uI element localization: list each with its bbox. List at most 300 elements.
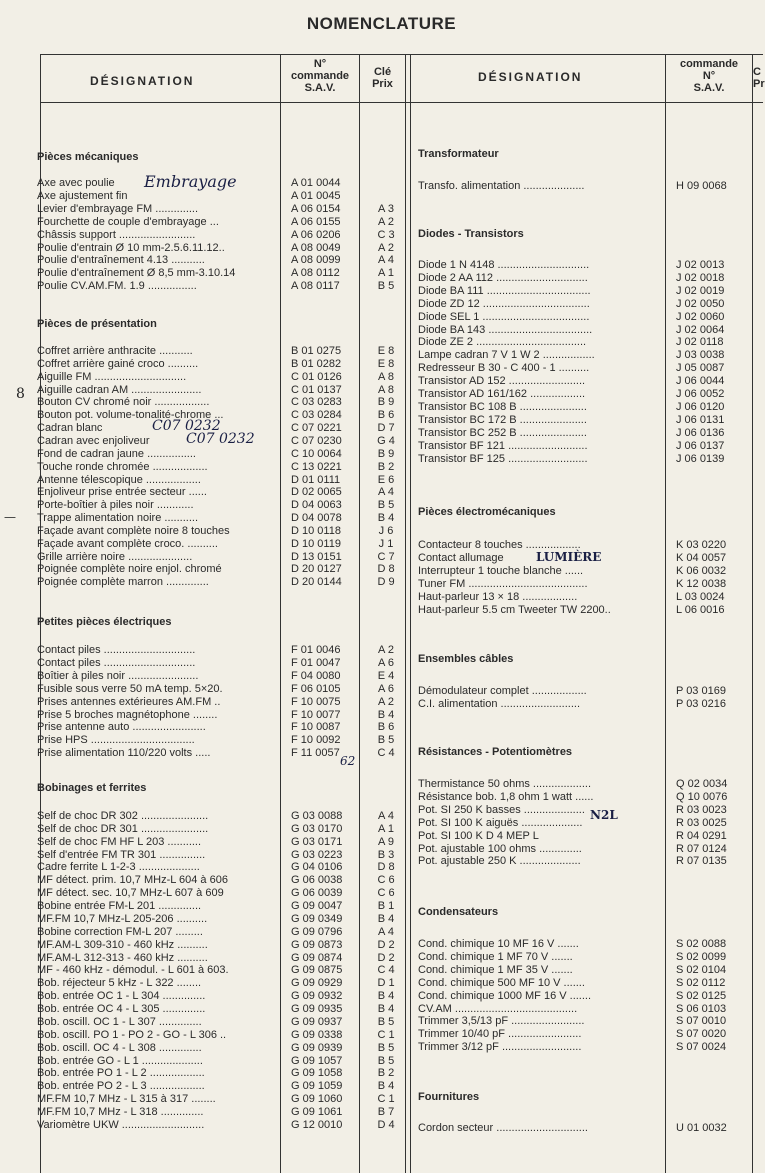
price-key-cell: J 1 xyxy=(378,537,394,550)
handwritten-n2l: N2L xyxy=(590,808,618,822)
designation-cell: Self de choc FM HF L 203 ........... xyxy=(37,835,202,848)
designation-cell: Axe avec poulie xyxy=(37,177,115,189)
command-number-cell: G 09 0929 xyxy=(291,977,343,990)
designation-cell: Aiguille FM .............................. xyxy=(37,370,187,383)
designation-cell: Thermistance 50 ohms ................... xyxy=(418,778,592,790)
designation-cell: Poulie d'entrain Ø 10 mm-2.5.6.11.12.. xyxy=(37,241,225,254)
price-key-cell: B 4 xyxy=(377,1080,395,1093)
price-key-cell: D 2 xyxy=(377,938,395,951)
command-number-cell: F 01 0046 xyxy=(291,644,341,656)
designation-cell: Lampe cadran 7 V 1 W 2 ................. xyxy=(418,349,595,362)
command-number-cell: A 01 0045 xyxy=(291,189,341,202)
command-number-cell: L 03 0024 xyxy=(676,590,725,603)
designation-cell: Touche ronde chromée .................. xyxy=(37,460,208,473)
price-key-cell: G 4 xyxy=(377,434,395,447)
command-number-cell: J 06 0137 xyxy=(676,439,725,452)
section-title: Fournitures xyxy=(418,1091,480,1103)
designation-cell: Transistor BF 121 .......................... xyxy=(418,439,588,452)
designation-cell: Bob. oscill. PO 1 - PO 2 - GO - L 306 .. xyxy=(37,1028,227,1041)
price-key-cell: B 1 xyxy=(377,900,395,913)
price-key-cell: A 4 xyxy=(378,486,394,499)
price-key-cell: D 7 xyxy=(377,422,395,435)
col-divider-right-key xyxy=(752,54,753,1173)
command-number-cell: J 02 0064 xyxy=(676,323,725,336)
designation-cell: Pot. ajustable 100 ohms .............. xyxy=(418,842,582,855)
price-key-cell: A 6 xyxy=(378,656,394,669)
designation-cell: MF.AM-L 312-313 - 460 kHz .......... xyxy=(37,951,208,964)
designation-cell: Fusible sous verre 50 mA temp. 5×20. xyxy=(37,682,223,695)
command-number-cell: C 01 0137 xyxy=(291,383,342,396)
price-key-cell: C 6 xyxy=(377,874,395,887)
designation-cell: Trappe alimentation noire ........... xyxy=(37,512,199,525)
command-number-cell: F 10 0092 xyxy=(291,734,341,747)
command-number-cell: G 09 1059 xyxy=(291,1080,343,1093)
command-number-cell: J 05 0087 xyxy=(676,362,725,375)
command-number-cell: A 08 0049 xyxy=(291,241,341,254)
command-number-cell: J 03 0038 xyxy=(676,349,725,362)
header-designation-right: DÉSIGNATION xyxy=(478,70,583,84)
section-title: Diodes - Transistors xyxy=(418,228,524,240)
price-key-cell: C 4 xyxy=(377,747,395,760)
handwritten-embrayage: Embrayage xyxy=(144,172,237,191)
price-key-cell: A 8 xyxy=(378,383,394,396)
price-key-cell: B 9 xyxy=(377,447,395,460)
handwritten-lumiere: LUMIÈRE xyxy=(536,550,602,564)
section-title: Pièces de présentation xyxy=(37,318,157,330)
designation-cell: Diode BA 111 .................................. xyxy=(418,284,591,297)
command-number-cell: D 04 0078 xyxy=(291,512,342,525)
header-designation-left: DÉSIGNATION xyxy=(90,74,195,88)
designation-cell: Fond de cadran jaune ................ xyxy=(37,447,196,460)
price-key-cell: C 1 xyxy=(377,1028,395,1041)
designation-cell: Bob. entrée GO - L 1 .................... xyxy=(37,1054,203,1067)
margin-mark-8: 8 xyxy=(16,386,25,402)
designation-cell: Poignée complète marron .............. xyxy=(37,576,209,589)
command-number-cell: F 10 0087 xyxy=(291,721,341,734)
command-number-cell: D 10 0119 xyxy=(291,537,341,550)
command-number-cell: P 03 0169 xyxy=(676,685,726,697)
designation-cell: Cadran blanc xyxy=(37,422,103,435)
command-number-cell: F 10 0077 xyxy=(291,708,341,721)
price-key-cell: B 3 xyxy=(377,848,395,861)
price-key-cell: A 4 xyxy=(378,810,394,822)
col-divider-cmd xyxy=(280,54,281,1173)
designation-cell: Contact piles .............................. xyxy=(37,656,196,669)
designation-cell: Bobine correction FM-L 207 ......... xyxy=(37,925,203,938)
designation-cell: Prise antenne auto ........................ xyxy=(37,721,206,734)
command-number-cell: G 09 1057 xyxy=(291,1054,343,1067)
price-key-cell: B 5 xyxy=(377,280,395,293)
command-number-cell: B 01 0275 xyxy=(291,345,342,357)
command-number-cell: G 03 0223 xyxy=(291,848,343,861)
command-number-cell: U 01 0032 xyxy=(676,1122,727,1134)
designation-cell: Trimmer 3,5/13 pF ........................ xyxy=(418,1015,585,1028)
price-key-cell: B 4 xyxy=(377,512,395,525)
designation-cell: Interrupteur 1 touche blanche ...... xyxy=(418,564,584,577)
designation-cell: Bob. entrée OC 4 - L 305 .............. xyxy=(37,1003,206,1016)
col-divider-right-cmd xyxy=(665,54,666,1173)
command-number-cell: G 09 0047 xyxy=(291,900,343,913)
designation-cell: Cadran avec enjoliveur xyxy=(37,434,150,447)
designation-cell: Cond. chimique 1000 MF 16 V ....... xyxy=(418,989,592,1002)
designation-cell: Aiguille cadran AM ....................... xyxy=(37,383,202,396)
section-title: Transformateur xyxy=(418,148,499,160)
designation-cell: Fourchette de couple d'embrayage ... xyxy=(37,215,219,228)
command-number-cell: A 06 0155 xyxy=(291,215,341,228)
command-number-cell: S 02 0125 xyxy=(676,989,727,1002)
command-number-cell: G 03 0171 xyxy=(291,835,343,848)
designation-cell: Coffret arrière anthracite ........... xyxy=(37,345,193,357)
command-number-cell: G 09 0349 xyxy=(291,912,343,925)
price-key-cell: B 5 xyxy=(377,1015,395,1028)
price-key-cell: A 8 xyxy=(378,370,394,383)
designation-cell: CV.AM ........................................ xyxy=(418,1002,578,1015)
price-key-cell: B 4 xyxy=(377,990,395,1003)
command-number-cell: S 07 0010 xyxy=(676,1015,727,1028)
command-number-cell: G 09 0796 xyxy=(291,925,343,938)
command-number-cell: K 03 0220 xyxy=(676,539,727,551)
price-key-cell: C 6 xyxy=(377,887,395,900)
designation-cell: Diode 1 N 4148 .............................. xyxy=(418,259,590,271)
price-key-cell: B 5 xyxy=(377,499,395,512)
header-cmd-right: commande N° S.A.V. xyxy=(679,58,739,94)
designation-cell: Prise 5 broches magnétophone ........ xyxy=(37,708,218,721)
col-divider-middle xyxy=(405,54,406,1173)
designation-cell: Bobine entrée FM-L 201 .............. xyxy=(37,900,202,913)
price-key-cell: D 2 xyxy=(377,951,395,964)
designation-cell: Haut-parleur 13 × 18 .................. xyxy=(418,590,578,603)
header-key-left: Clé Prix xyxy=(372,66,393,90)
command-number-cell: R 03 0023 xyxy=(676,803,727,816)
designation-cell: Prises antennes extérieures AM.FM .. xyxy=(37,695,221,708)
price-key-cell: B 2 xyxy=(377,1067,395,1080)
designation-cell: Prise alimentation 110/220 volts ..... xyxy=(37,747,211,760)
designation-cell: Cadre ferrite L 1-2-3 .................... xyxy=(37,861,200,874)
designation-cell: Poulie d'entraînement Ø 8,5 mm-3.10.14 xyxy=(37,267,236,280)
command-number-cell: A 08 0099 xyxy=(291,254,341,267)
designation-cell: Trimmer 3/12 pF .......................... xyxy=(418,1041,582,1054)
price-key-cell: A 2 xyxy=(378,695,394,708)
price-key-cell: B 2 xyxy=(377,460,395,473)
command-number-cell: H 09 0068 xyxy=(676,180,727,192)
col-divider-middle-2 xyxy=(410,54,411,1173)
designation-cell: Self d'entrée FM TR 301 ............... xyxy=(37,848,206,861)
price-key-cell: B 5 xyxy=(377,1041,395,1054)
command-number-cell: S 06 0103 xyxy=(676,1002,727,1015)
command-number-cell: F 04 0080 xyxy=(291,669,341,682)
command-number-cell: G 09 1058 xyxy=(291,1067,343,1080)
price-key-cell: B 4 xyxy=(377,708,395,721)
designation-cell: MF.FM 10,7 MHz - L 315 à 317 ........ xyxy=(37,1093,216,1106)
command-number-cell: G 09 0939 xyxy=(291,1041,343,1054)
designation-cell: MF - 460 kHz - démodul. - L 601 à 603. xyxy=(37,964,229,977)
designation-cell: Diode SEL 1 ................................... xyxy=(418,310,590,323)
command-number-cell: B 01 0282 xyxy=(291,357,342,370)
command-number-cell: G 09 0873 xyxy=(291,938,343,951)
command-number-cell: J 02 0019 xyxy=(676,284,725,297)
price-key-cell: A 1 xyxy=(378,267,394,280)
command-number-cell: A 08 0112 xyxy=(291,267,340,280)
designation-cell: Diode BA 143 .................................. xyxy=(418,323,593,336)
designation-cell: Diode ZD 12 ................................... xyxy=(418,297,590,310)
command-number-cell: J 06 0131 xyxy=(676,413,725,426)
price-key-cell: B 4 xyxy=(377,1003,395,1016)
price-key-cell: E 6 xyxy=(377,473,395,486)
command-number-cell: D 01 0111 xyxy=(291,473,341,486)
designation-cell: Boîtier à piles noir ....................... xyxy=(37,669,199,682)
section-title: Petites pièces électriques xyxy=(37,616,172,628)
designation-cell: Contact piles .............................. xyxy=(37,644,196,656)
col-divider-key xyxy=(359,54,360,1173)
designation-cell: Bob. oscill. OC 1 - L 307 .............. xyxy=(37,1015,202,1028)
command-number-cell: J 06 0139 xyxy=(676,452,725,465)
designation-cell: Porte-boîtier à piles noir ............ xyxy=(37,499,194,512)
command-number-cell: G 04 0106 xyxy=(291,861,343,874)
command-number-cell: C 13 0221 xyxy=(291,460,342,473)
price-key-cell: E 4 xyxy=(377,669,395,682)
designation-cell: Bob. entrée PO 1 - L 2 .................. xyxy=(37,1067,205,1080)
command-number-cell: G 09 0932 xyxy=(291,990,343,1003)
command-number-cell: C 01 0126 xyxy=(291,370,342,383)
command-number-cell: A 08 0117 xyxy=(291,280,340,293)
header-cmd-left: N° commande S.A.V. xyxy=(290,58,350,94)
designation-cell: Diode ZE 2 .................................... xyxy=(418,336,587,349)
command-number-cell: S 02 0112 xyxy=(676,976,726,989)
command-number-cell: D 20 0144 xyxy=(291,576,342,589)
command-number-cell: G 06 0039 xyxy=(291,887,343,900)
section-title: Résistances - Potentiomètres xyxy=(418,746,573,758)
header-rule xyxy=(40,102,763,103)
designation-cell: MF.FM 10,7 MHz-L 205-206 .......... xyxy=(37,912,208,925)
designation-cell: Bob. entrée OC 1 - L 304 .............. xyxy=(37,990,206,1003)
designation-cell: Tuner FM ....................................... xyxy=(418,577,588,590)
price-key-cell: E 8 xyxy=(377,345,395,357)
designation-cell: Levier d'embrayage FM .............. xyxy=(37,202,199,215)
price-key-cell: A 2 xyxy=(378,215,394,228)
command-number-cell: K 12 0038 xyxy=(676,577,727,590)
command-number-cell: J 06 0044 xyxy=(676,375,725,388)
price-key-cell: J 6 xyxy=(378,524,394,537)
price-key-cell: C 7 xyxy=(377,550,395,563)
designation-cell: Poulie d'entraînement 4.13 ........... xyxy=(37,254,205,267)
price-key-cell: B 7 xyxy=(377,1106,395,1118)
command-number-cell: G 09 0338 xyxy=(291,1028,343,1041)
price-key-cell: D 1 xyxy=(377,977,395,990)
handwritten-cadran-blanc: C07 0232 xyxy=(152,418,221,434)
command-number-cell: J 06 0136 xyxy=(676,426,725,439)
price-key-cell: C 3 xyxy=(377,228,395,241)
command-number-cell: G 09 1061 xyxy=(291,1106,343,1118)
header-top-rule xyxy=(40,54,763,55)
command-number-cell: G 09 0937 xyxy=(291,1015,343,1028)
designation-cell: Poignée complète noire enjol. chromé xyxy=(37,563,222,576)
designation-cell: Diode 2 AA 112 .............................. xyxy=(418,271,588,284)
designation-cell: Antenne télescopique .................. xyxy=(37,473,201,486)
price-key-cell: A 2 xyxy=(378,644,394,656)
designation-cell: Contact allumage xyxy=(418,551,504,564)
command-number-cell: F 11 0057 xyxy=(291,747,340,760)
header-key-right: C Pr xyxy=(753,66,765,90)
designation-cell: MF détect. prim. 10,7 MHz-L 604 à 606 xyxy=(37,874,228,887)
designation-cell: Transistor AD 161/162 .................. xyxy=(418,388,586,400)
price-key-cell: B 6 xyxy=(377,409,395,422)
command-number-cell: C 07 0230 xyxy=(291,434,342,447)
command-number-cell: D 20 0127 xyxy=(291,563,342,576)
designation-cell: Bob. oscill. OC 4 - L 308 .............. xyxy=(37,1041,202,1054)
price-key-cell: B 5 xyxy=(377,734,395,747)
command-number-cell: A 06 0206 xyxy=(291,228,341,241)
designation-cell: Pot. SI 100 K aiguës .................... xyxy=(418,816,583,829)
designation-cell: Résistance bob. 1,8 ohm 1 watt ...... xyxy=(418,790,594,803)
designation-cell: Self de choc DR 301 ...................... xyxy=(37,822,209,835)
designation-cell: Transistor AD 152 ......................... xyxy=(418,375,586,388)
designation-cell: Redresseur B 30 - C 400 - 1 .......... xyxy=(418,362,590,375)
price-key-cell: D 4 xyxy=(377,1118,395,1131)
designation-cell: Transistor BC 172 B ...................... xyxy=(418,413,587,426)
designation-cell: Trimmer 10/40 pF ........................ xyxy=(418,1028,582,1041)
designation-cell: Bob. réjecteur 5 kHz - L 322 ........ xyxy=(37,977,202,990)
command-number-cell: K 06 0032 xyxy=(676,564,727,577)
command-number-cell: K 04 0057 xyxy=(676,551,727,564)
command-number-cell: G 06 0038 xyxy=(291,874,343,887)
designation-cell: Enjoliveur prise entrée secteur ...... xyxy=(37,486,207,499)
designation-cell: Grille arrière noire ..................... xyxy=(37,550,193,563)
section-title: Ensembles câbles xyxy=(418,653,514,665)
designation-cell: Bouton CV chromé noir .................. xyxy=(37,396,210,409)
handwritten-62: 62 xyxy=(340,754,356,768)
command-number-cell: S 07 0020 xyxy=(676,1028,727,1041)
designation-cell: Contacteur 8 touches .................. xyxy=(418,539,581,551)
command-number-cell: R 07 0124 xyxy=(676,842,727,855)
price-key-cell: D 8 xyxy=(377,861,395,874)
designation-cell: MF.FM 10,7 MHz - L 318 .............. xyxy=(37,1106,204,1118)
designation-cell: Démodulateur complet .................. xyxy=(418,685,587,697)
price-key-cell: A 1 xyxy=(378,822,394,835)
command-number-cell: G 03 0088 xyxy=(291,810,343,822)
designation-cell: Bouton pot. volume-tonalité-chrome ... xyxy=(37,409,224,422)
command-number-cell: J 02 0050 xyxy=(676,297,725,310)
command-number-cell: J 02 0013 xyxy=(676,259,725,271)
command-number-cell: P 03 0216 xyxy=(676,698,726,710)
command-number-cell: Q 02 0034 xyxy=(676,778,728,790)
designation-cell: Châssis support ......................... xyxy=(37,228,196,241)
designation-cell: Poulie CV.AM.FM. 1.9 ................ xyxy=(37,280,197,293)
price-key-cell: C 4 xyxy=(377,964,395,977)
command-number-cell: F 06 0105 xyxy=(291,682,341,695)
command-number-cell: D 04 0063 xyxy=(291,499,342,512)
command-number-cell: J 02 0118 xyxy=(676,336,724,349)
designation-cell: MF détect. sec. 10,7 MHz-L 607 à 609 xyxy=(37,887,224,900)
command-number-cell: L 06 0016 xyxy=(676,603,725,616)
designation-cell: Self de choc DR 302 ...................... xyxy=(37,810,209,822)
command-number-cell: J 02 0060 xyxy=(676,310,725,323)
command-number-cell: S 02 0104 xyxy=(676,963,727,976)
command-number-cell: J 06 0120 xyxy=(676,400,725,413)
price-key-cell: D 8 xyxy=(377,563,395,576)
designation-cell: Pot. SI 250 K basses .................... xyxy=(418,803,585,816)
designation-cell: Pot. SI 100 K D 4 MEP L xyxy=(418,829,539,842)
designation-cell: Variomètre UKW ........................... xyxy=(37,1118,205,1131)
command-number-cell: G 12 0010 xyxy=(291,1118,343,1131)
command-number-cell: G 09 0875 xyxy=(291,964,343,977)
designation-cell: MF.AM-L 309-310 - 460 kHz .......... xyxy=(37,938,208,951)
designation-cell: Pot. ajustable 250 K .................... xyxy=(418,855,581,868)
designation-cell: Transistor BC 108 B ...................... xyxy=(418,400,587,413)
price-key-cell: A 9 xyxy=(378,835,394,848)
command-number-cell: J 06 0052 xyxy=(676,388,725,400)
price-key-cell: B 6 xyxy=(377,721,395,734)
command-number-cell: S 07 0024 xyxy=(676,1041,727,1054)
section-title: Pièces électromécaniques xyxy=(418,506,556,518)
designation-cell: C.I. alimentation .......................... xyxy=(418,698,580,710)
command-number-cell: Q 10 0076 xyxy=(676,790,728,803)
designation-cell: Bob. entrée PO 2 - L 3 .................. xyxy=(37,1080,205,1093)
designation-cell: Cordon secteur .............................. xyxy=(418,1122,588,1134)
designation-cell: Façade avant complète noire 8 touches xyxy=(37,524,230,537)
designation-cell: Axe ajustement fin xyxy=(37,189,128,202)
command-number-cell: A 06 0154 xyxy=(291,202,341,215)
page-title: NOMENCLATURE xyxy=(306,14,457,33)
command-number-cell: R 03 0025 xyxy=(676,816,727,829)
command-number-cell: C 10 0064 xyxy=(291,447,342,460)
command-number-cell: C 07 0221 xyxy=(291,422,342,435)
command-number-cell: F 01 0047 xyxy=(291,656,341,669)
command-number-cell: R 07 0135 xyxy=(676,855,727,868)
designation-cell: Cond. chimique 500 MF 10 V ....... xyxy=(418,976,585,989)
price-key-cell: D 9 xyxy=(377,576,395,589)
command-number-cell: G 09 0935 xyxy=(291,1003,343,1016)
command-number-cell: D 02 0065 xyxy=(291,486,342,499)
section-title: Pièces mécaniques xyxy=(37,151,139,163)
designation-cell: Haut-parleur 5.5 cm Tweeter TW 2200.. xyxy=(418,603,611,616)
designation-cell: Cond. chimique 1 MF 70 V ....... xyxy=(418,950,573,963)
section-title: Bobinages et ferrites xyxy=(37,782,147,794)
price-key-cell: A 2 xyxy=(378,241,394,254)
designation-cell: Transistor BC 252 B ...................... xyxy=(418,426,587,439)
command-number-cell: S 02 0088 xyxy=(676,938,727,950)
price-key-cell: A 6 xyxy=(378,682,394,695)
command-number-cell: R 04 0291 xyxy=(676,829,727,842)
designation-cell: Transistor BF 125 .......................... xyxy=(418,452,588,465)
command-number-cell: D 10 0118 xyxy=(291,524,341,537)
designation-cell: Cond. chimique 10 MF 16 V ....... xyxy=(418,938,579,950)
price-key-cell: A 4 xyxy=(378,925,394,938)
command-number-cell: A 01 0044 xyxy=(291,177,341,189)
designation-cell: Coffret arrière gainé croco .......... xyxy=(37,357,199,370)
handwritten-cadran-enjoliveur: C07 0232 xyxy=(186,431,255,447)
command-number-cell: C 03 0284 xyxy=(291,409,342,422)
price-key-cell: B 5 xyxy=(377,1054,395,1067)
price-key-cell: E 8 xyxy=(377,357,395,370)
margin-mark-dash: — xyxy=(4,510,16,524)
price-key-cell: B 4 xyxy=(377,912,395,925)
price-key-cell: B 9 xyxy=(377,396,395,409)
designation-cell: Transfo. alimentation .................... xyxy=(418,180,585,192)
command-number-cell: D 13 0151 xyxy=(291,550,342,563)
designation-cell: Façade avant complète croco. .......... xyxy=(37,537,218,550)
section-title: Condensateurs xyxy=(418,906,499,918)
command-number-cell: F 10 0075 xyxy=(291,695,341,708)
designation-cell: Cond. chimique 1 MF 35 V ....... xyxy=(418,963,573,976)
price-key-cell: A 4 xyxy=(378,254,394,267)
price-key-cell: C 1 xyxy=(377,1093,395,1106)
command-number-cell: G 09 0874 xyxy=(291,951,343,964)
command-number-cell: G 03 0170 xyxy=(291,822,343,835)
command-number-cell: G 09 1060 xyxy=(291,1093,343,1106)
price-key-cell: A 3 xyxy=(378,202,394,215)
designation-cell: Prise HPS .................................. xyxy=(37,734,195,747)
command-number-cell: J 02 0018 xyxy=(676,271,725,284)
